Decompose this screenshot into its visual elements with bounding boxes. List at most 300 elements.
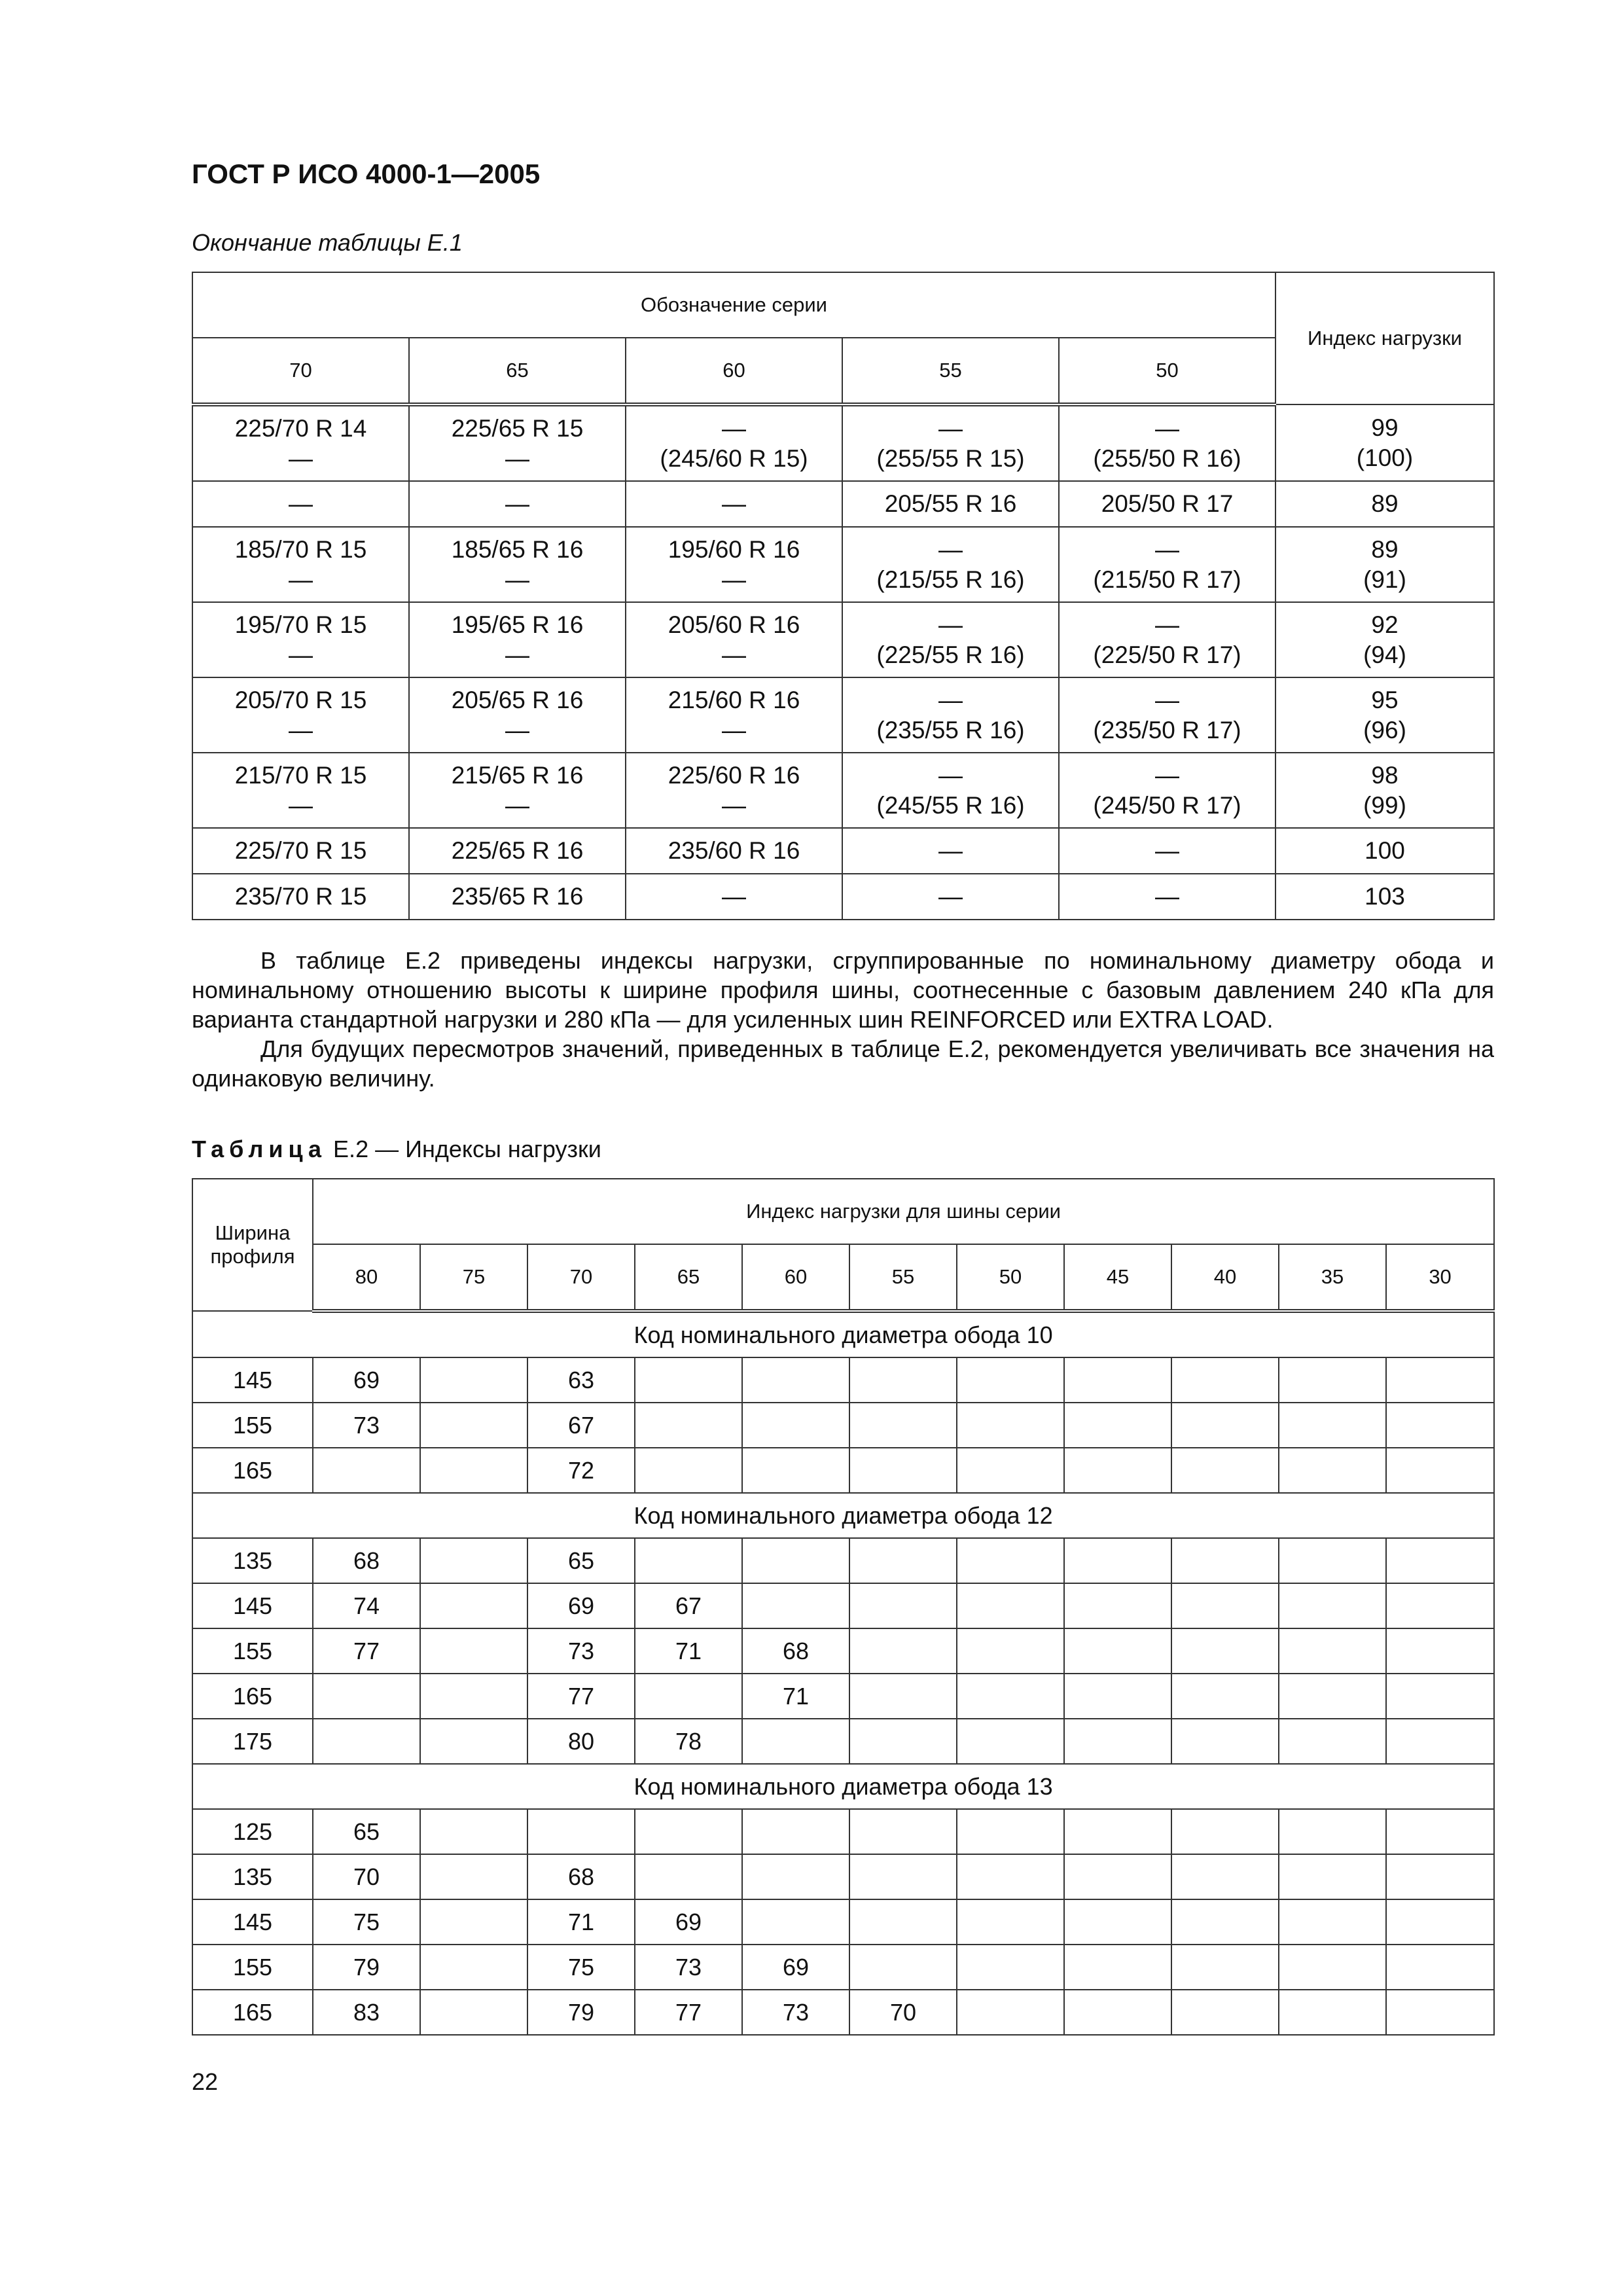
cell-line: — xyxy=(722,641,746,668)
column-header: 50 xyxy=(957,1244,1064,1311)
tire-size-cell xyxy=(409,527,626,602)
load-index-cell xyxy=(957,1809,1064,1854)
load-index-header: Индекс нагрузки xyxy=(1275,272,1494,404)
load-index-cell xyxy=(1275,404,1494,481)
load-index-cell xyxy=(420,1719,527,1764)
load-index-cell xyxy=(1275,874,1494,920)
load-index-cell xyxy=(313,1448,420,1493)
load-index-cell xyxy=(1064,1403,1171,1448)
load-index-cell: 73 xyxy=(742,1990,849,2035)
tire-size-cell xyxy=(626,602,842,677)
cell-line: 89 xyxy=(1371,535,1399,563)
column-header: 55 xyxy=(842,338,1059,404)
load-index-cell: 67 xyxy=(527,1403,635,1448)
load-index-cell: 68 xyxy=(313,1538,420,1583)
cell-line: — xyxy=(1155,414,1179,442)
load-index-cell xyxy=(420,1854,527,1899)
load-index-cell xyxy=(1279,1854,1386,1899)
cell-line: (91) xyxy=(1363,565,1406,593)
load-index-cell: 79 xyxy=(313,1945,420,1990)
load-index-cell xyxy=(635,1538,742,1583)
cell-line: — xyxy=(938,686,963,713)
load-index-cell: 73 xyxy=(527,1628,635,1674)
load-index-cell: 73 xyxy=(635,1945,742,1990)
cell-line: — xyxy=(505,791,529,819)
load-index-cell xyxy=(1279,1583,1386,1628)
tire-size-cell xyxy=(1059,404,1275,481)
cell-line: — xyxy=(1155,535,1179,563)
load-index-cell: 69 xyxy=(313,1357,420,1403)
rim-diameter-group-title: Код номинального диаметра обода 13 xyxy=(192,1764,1494,1809)
cell-line: (245/60 R 15) xyxy=(660,444,808,472)
tire-size-cell xyxy=(626,828,842,874)
load-index-cell: 73 xyxy=(313,1403,420,1448)
cell-line: 225/65 R 16 xyxy=(451,837,584,864)
load-index-cell xyxy=(1386,1403,1494,1448)
cell-line: 95 xyxy=(1371,686,1399,713)
tire-size-cell xyxy=(409,874,626,920)
width-cell: 165 xyxy=(192,1990,313,2035)
load-index-cell: 69 xyxy=(635,1899,742,1945)
load-index-cell xyxy=(849,1448,957,1493)
width-header xyxy=(192,1179,313,1311)
tire-size-cell xyxy=(192,527,409,602)
cell-line: (100) xyxy=(1356,444,1414,471)
load-index-cell xyxy=(420,1583,527,1628)
load-index-cell xyxy=(849,1899,957,1945)
load-index-cell xyxy=(742,1809,849,1854)
width-cell: 155 xyxy=(192,1945,313,1990)
table-row xyxy=(192,481,1494,527)
width-cell: 155 xyxy=(192,1628,313,1674)
cell-line: — xyxy=(722,716,746,744)
load-index-cell xyxy=(1275,753,1494,828)
series-header: Индекс нагрузки для шины серии xyxy=(313,1179,1494,1244)
group-row xyxy=(192,1311,1494,1357)
tire-size-cell xyxy=(192,677,409,753)
cell-line: — xyxy=(938,883,963,910)
cell-line: — xyxy=(938,837,963,864)
load-index-cell: 71 xyxy=(635,1628,742,1674)
column-header: 45 xyxy=(1064,1244,1171,1311)
cell-line: — xyxy=(722,791,746,819)
cell-line: (255/50 R 16) xyxy=(1093,444,1241,472)
width-cell: 175 xyxy=(192,1719,313,1764)
load-index-cell xyxy=(1386,1990,1494,2035)
load-index-cell xyxy=(957,1990,1064,2035)
load-index-cell xyxy=(742,1538,849,1583)
tire-size-cell xyxy=(842,677,1059,753)
load-index-cell xyxy=(742,1854,849,1899)
load-index-cell xyxy=(1064,1448,1171,1493)
tire-size-cell xyxy=(1059,481,1275,527)
load-index-cell xyxy=(957,1854,1064,1899)
load-index-cell xyxy=(1064,1357,1171,1403)
body-text xyxy=(192,946,1494,1093)
load-index-cell xyxy=(1275,481,1494,527)
cell-line: 195/65 R 16 xyxy=(451,611,584,638)
load-index-cell: 77 xyxy=(527,1674,635,1719)
load-index-cell xyxy=(635,1809,742,1854)
cell-line: 98 xyxy=(1371,761,1399,789)
cell-line: — xyxy=(505,641,529,668)
tire-size-cell xyxy=(192,404,409,481)
load-index-cell xyxy=(1064,1674,1171,1719)
load-index-cell xyxy=(742,1403,849,1448)
load-index-cell xyxy=(1386,1583,1494,1628)
table2-caption-title: Е.2 — Индексы нагрузки xyxy=(327,1136,601,1162)
table-row xyxy=(192,1899,1494,1945)
load-index-cell xyxy=(957,1403,1064,1448)
cell-line: (245/50 R 17) xyxy=(1093,791,1241,819)
load-index-cell xyxy=(1279,1719,1386,1764)
table-e2-load-indexes xyxy=(192,1178,1495,2036)
cell-line: (96) xyxy=(1363,716,1406,744)
width-header-line2: профиля xyxy=(210,1245,295,1268)
load-index-cell xyxy=(742,1448,849,1493)
load-index-cell: 77 xyxy=(635,1990,742,2035)
load-index-cell xyxy=(1386,1448,1494,1493)
load-index-cell xyxy=(1386,1357,1494,1403)
tire-size-cell xyxy=(1059,527,1275,602)
column-header: 55 xyxy=(849,1244,957,1311)
cell-line: 215/65 R 16 xyxy=(451,761,584,789)
column-header: 35 xyxy=(1279,1244,1386,1311)
cell-line: — xyxy=(289,490,313,517)
table-row xyxy=(192,1403,1494,1448)
table1-caption: Окончание таблицы Е.1 xyxy=(192,229,463,256)
load-index-cell: 69 xyxy=(742,1945,849,1990)
table-row xyxy=(192,1583,1494,1628)
cell-line: 103 xyxy=(1364,883,1405,910)
table-row xyxy=(192,1719,1494,1764)
column-header: 60 xyxy=(742,1244,849,1311)
tire-size-cell xyxy=(626,677,842,753)
cell-line: — xyxy=(722,883,746,910)
load-index-cell xyxy=(1171,1628,1279,1674)
table-row xyxy=(192,1538,1494,1583)
load-index-cell xyxy=(849,1674,957,1719)
table-e1-continuation xyxy=(192,272,1495,920)
load-index-cell xyxy=(1171,1945,1279,1990)
width-cell: 145 xyxy=(192,1583,313,1628)
load-index-cell xyxy=(313,1719,420,1764)
load-index-cell xyxy=(1275,828,1494,874)
tire-size-cell xyxy=(842,404,1059,481)
load-index-cell xyxy=(742,1899,849,1945)
cell-line: — xyxy=(289,565,313,593)
load-index-cell: 63 xyxy=(527,1357,635,1403)
tire-size-cell xyxy=(626,753,842,828)
load-index-cell: 75 xyxy=(527,1945,635,1990)
cell-line: 235/65 R 16 xyxy=(451,883,584,910)
load-index-cell xyxy=(1171,1403,1279,1448)
paragraph: Для будущих пересмотров значений, приведенных в таблице Е.2, рекомендуется увеличивать все значения на одинаковую величину. xyxy=(192,1035,1494,1092)
load-index-cell xyxy=(957,1357,1064,1403)
load-index-cell xyxy=(1386,1674,1494,1719)
tire-size-cell xyxy=(842,602,1059,677)
load-index-cell xyxy=(1279,1990,1386,2035)
load-index-cell: 68 xyxy=(742,1628,849,1674)
cell-line: — xyxy=(289,641,313,668)
load-index-cell xyxy=(420,1628,527,1674)
load-index-cell xyxy=(1064,1628,1171,1674)
tire-size-cell xyxy=(409,404,626,481)
load-index-cell xyxy=(742,1719,849,1764)
load-index-cell xyxy=(742,1583,849,1628)
load-index-cell xyxy=(420,1899,527,1945)
table-row xyxy=(192,677,1494,753)
cell-line: — xyxy=(938,535,963,563)
load-index-cell: 80 xyxy=(527,1719,635,1764)
tire-size-cell xyxy=(1059,828,1275,874)
cell-line: (94) xyxy=(1363,641,1406,668)
column-header: 80 xyxy=(313,1244,420,1311)
load-index-cell: 70 xyxy=(313,1854,420,1899)
load-index-cell xyxy=(1064,1854,1171,1899)
series-columns-row xyxy=(192,1244,1494,1311)
table-row xyxy=(192,1674,1494,1719)
load-index-cell: 74 xyxy=(313,1583,420,1628)
cell-line: 89 xyxy=(1371,490,1399,517)
load-index-cell: 69 xyxy=(527,1583,635,1628)
cell-line: (245/55 R 16) xyxy=(876,791,1025,819)
cell-line: — xyxy=(938,611,963,638)
tire-size-cell xyxy=(409,677,626,753)
load-index-cell xyxy=(1386,1538,1494,1583)
table-row xyxy=(192,753,1494,828)
table-row xyxy=(192,527,1494,602)
page-number: 22 xyxy=(192,2068,219,2095)
load-index-cell xyxy=(313,1674,420,1719)
load-index-cell xyxy=(957,1583,1064,1628)
cell-line: — xyxy=(1155,686,1179,713)
load-index-cell: 72 xyxy=(527,1448,635,1493)
table-row xyxy=(192,1628,1494,1674)
cell-line: 225/65 R 15 xyxy=(451,414,584,442)
rim-diameter-group-title: Код номинального диаметра обода 12 xyxy=(192,1493,1494,1538)
cell-line: 185/65 R 16 xyxy=(451,535,584,563)
cell-line: 215/70 R 15 xyxy=(234,761,367,789)
column-header: 65 xyxy=(409,338,626,404)
load-index-cell: 71 xyxy=(527,1899,635,1945)
table-row xyxy=(192,1990,1494,2035)
load-index-cell xyxy=(1386,1719,1494,1764)
load-index-cell xyxy=(635,1357,742,1403)
tire-size-cell xyxy=(626,527,842,602)
cell-line: — xyxy=(722,490,746,517)
cell-line: 195/60 R 16 xyxy=(668,535,800,563)
cell-line: 225/70 R 14 xyxy=(234,414,367,442)
rim-diameter-group-title: Код номинального диаметра обода 10 xyxy=(192,1311,1494,1357)
load-index-cell xyxy=(1171,1990,1279,2035)
width-cell: 145 xyxy=(192,1357,313,1403)
load-index-cell xyxy=(849,1538,957,1583)
load-index-cell: 67 xyxy=(635,1583,742,1628)
load-index-cell xyxy=(1171,1674,1279,1719)
table-row xyxy=(192,1357,1494,1403)
load-index-cell xyxy=(849,1357,957,1403)
tire-size-cell xyxy=(192,828,409,874)
load-index-cell xyxy=(1279,1809,1386,1854)
load-index-cell xyxy=(420,1357,527,1403)
table1-body xyxy=(192,404,1494,920)
table2-caption xyxy=(192,1136,601,1163)
load-index-cell xyxy=(1279,1357,1386,1403)
cell-line: — xyxy=(505,444,529,472)
load-index-cell xyxy=(1171,1583,1279,1628)
width-cell: 135 xyxy=(192,1538,313,1583)
table-row xyxy=(192,1809,1494,1854)
load-index-cell xyxy=(420,1403,527,1448)
cell-line: — xyxy=(505,716,529,744)
load-index-cell xyxy=(1064,1899,1171,1945)
table-row xyxy=(192,1854,1494,1899)
table-row xyxy=(192,874,1494,920)
group-row xyxy=(192,1764,1494,1809)
cell-line: — xyxy=(1155,761,1179,789)
tire-size-cell xyxy=(842,828,1059,874)
cell-line: — xyxy=(722,565,746,593)
load-index-cell xyxy=(1386,1809,1494,1854)
load-index-cell xyxy=(420,1945,527,1990)
load-index-cell xyxy=(635,1674,742,1719)
load-index-cell xyxy=(849,1583,957,1628)
tire-size-cell xyxy=(1059,874,1275,920)
tire-size-cell xyxy=(1059,602,1275,677)
table2-caption-label: Таблица xyxy=(192,1136,327,1162)
load-index-cell xyxy=(957,1945,1064,1990)
cell-line: — xyxy=(938,414,963,442)
column-header: 65 xyxy=(635,1244,742,1311)
load-index-cell xyxy=(635,1448,742,1493)
document-header: ГОСТ Р ИСО 4000-1—2005 xyxy=(192,158,541,189)
cell-line: (225/55 R 16) xyxy=(876,641,1025,668)
cell-line: — xyxy=(289,791,313,819)
cell-line: (255/55 R 15) xyxy=(876,444,1025,472)
cell-line: 99 xyxy=(1371,414,1399,441)
width-cell: 155 xyxy=(192,1403,313,1448)
load-index-cell xyxy=(635,1403,742,1448)
tire-size-cell xyxy=(409,753,626,828)
cell-line: (99) xyxy=(1363,791,1406,819)
table-row xyxy=(192,404,1494,481)
cell-line: — xyxy=(289,716,313,744)
load-index-cell xyxy=(1279,1899,1386,1945)
load-index-cell xyxy=(420,1538,527,1583)
load-index-cell xyxy=(742,1357,849,1403)
load-index-cell xyxy=(957,1628,1064,1674)
load-index-cell xyxy=(1171,1899,1279,1945)
column-header: 60 xyxy=(626,338,842,404)
cell-line: 205/60 R 16 xyxy=(668,611,800,638)
cell-line: 235/60 R 16 xyxy=(668,837,800,864)
load-index-cell xyxy=(420,1990,527,2035)
load-index-cell xyxy=(849,1719,957,1764)
load-index-cell xyxy=(849,1403,957,1448)
cell-line: (215/50 R 17) xyxy=(1093,565,1241,593)
load-index-cell xyxy=(1171,1448,1279,1493)
tire-size-cell xyxy=(842,481,1059,527)
load-index-cell xyxy=(957,1448,1064,1493)
column-header: 70 xyxy=(192,338,409,404)
load-index-cell xyxy=(420,1448,527,1493)
cell-line: 195/70 R 15 xyxy=(234,611,367,638)
column-header: 50 xyxy=(1059,338,1275,404)
cell-line: (225/50 R 17) xyxy=(1093,641,1241,668)
cell-line: 225/70 R 15 xyxy=(234,837,367,864)
load-index-cell xyxy=(1064,1809,1171,1854)
table2-body xyxy=(192,1311,1494,2035)
load-index-cell xyxy=(1171,1719,1279,1764)
cell-line: — xyxy=(1155,837,1179,864)
column-header: 30 xyxy=(1386,1244,1494,1311)
table-row xyxy=(192,602,1494,677)
load-index-cell xyxy=(1386,1945,1494,1990)
load-index-cell xyxy=(849,1809,957,1854)
tire-size-cell xyxy=(842,753,1059,828)
group-row xyxy=(192,1493,1494,1538)
width-cell: 165 xyxy=(192,1674,313,1719)
tire-size-cell xyxy=(842,874,1059,920)
cell-line: — xyxy=(938,761,963,789)
tire-size-cell xyxy=(192,753,409,828)
load-index-cell: 83 xyxy=(313,1990,420,2035)
load-index-cell: 79 xyxy=(527,1990,635,2035)
cell-line: (215/55 R 16) xyxy=(876,565,1025,593)
load-index-cell xyxy=(1275,527,1494,602)
series-header: Обозначение серии xyxy=(192,272,1275,338)
width-cell: 135 xyxy=(192,1854,313,1899)
column-header: 75 xyxy=(420,1244,527,1311)
load-index-cell: 68 xyxy=(527,1854,635,1899)
load-index-cell xyxy=(1275,677,1494,753)
table-row xyxy=(192,1945,1494,1990)
load-index-cell xyxy=(849,1628,957,1674)
load-index-cell xyxy=(635,1854,742,1899)
load-index-cell xyxy=(1064,1990,1171,2035)
table-row xyxy=(192,1448,1494,1493)
load-index-cell xyxy=(1275,602,1494,677)
load-index-cell xyxy=(957,1538,1064,1583)
load-index-cell xyxy=(1386,1899,1494,1945)
load-index-cell xyxy=(1279,1403,1386,1448)
tire-size-cell xyxy=(842,527,1059,602)
width-cell: 125 xyxy=(192,1809,313,1854)
cell-line: 235/70 R 15 xyxy=(234,883,367,910)
tire-size-cell xyxy=(192,874,409,920)
load-index-cell: 65 xyxy=(527,1538,635,1583)
column-header: 40 xyxy=(1171,1244,1279,1311)
cell-line: 225/60 R 16 xyxy=(668,761,800,789)
load-index-cell xyxy=(1064,1945,1171,1990)
load-index-cell xyxy=(957,1899,1064,1945)
load-index-cell xyxy=(957,1719,1064,1764)
cell-line: 92 xyxy=(1371,611,1399,638)
cell-line: (235/55 R 16) xyxy=(876,716,1025,744)
tire-size-cell xyxy=(626,874,842,920)
load-index-cell xyxy=(957,1674,1064,1719)
width-header-line1: Ширина xyxy=(215,1221,291,1244)
width-cell: 165 xyxy=(192,1448,313,1493)
cell-line: — xyxy=(289,444,313,472)
cell-line: 205/50 R 17 xyxy=(1101,490,1234,517)
load-index-cell xyxy=(1279,1448,1386,1493)
load-index-cell xyxy=(1064,1719,1171,1764)
cell-line: 205/55 R 16 xyxy=(884,490,1017,517)
load-index-cell xyxy=(1279,1538,1386,1583)
tire-size-cell xyxy=(626,404,842,481)
